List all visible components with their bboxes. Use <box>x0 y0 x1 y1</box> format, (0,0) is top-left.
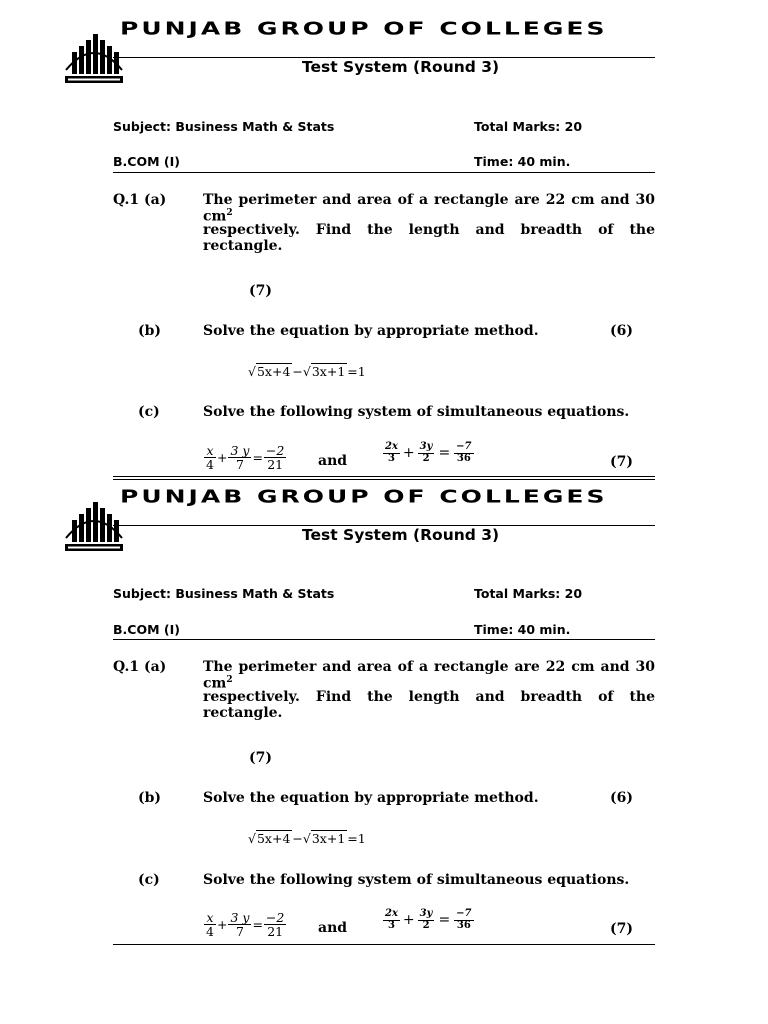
test-title: Test System (Round 3) <box>302 526 500 544</box>
simultaneous-equation-1: $\frac{x}{4}$ + $\frac{3 y}{7}$ = $\frac{-2}{21}$ <box>206 443 285 473</box>
question-b-marks: (6) <box>610 790 633 806</box>
question-a-line2: respectively. Find the length and breadth of the rectangle. <box>203 689 655 721</box>
time-label: Time: 40 min. <box>474 622 571 637</box>
meta-rule <box>113 639 655 640</box>
footer-rule-2 <box>113 479 655 480</box>
meta-rule <box>113 172 655 173</box>
question-c-marks: (7) <box>610 921 633 937</box>
total-marks-label: Total Marks: 20 <box>474 586 583 601</box>
question-c-marks: (7) <box>610 454 633 470</box>
question-a-marks: (7) <box>249 750 272 766</box>
subject-label: Subject: Business Math & Stats <box>113 119 335 134</box>
question-c-text: Solve the following system of simultaneous equations. <box>203 404 630 420</box>
pgc-crest-icon <box>62 498 126 556</box>
question-paper-copy-2 <box>0 486 768 974</box>
total-marks-label: Total Marks: 20 <box>474 119 583 134</box>
question-b-text: Solve the equation by appropriate method. <box>203 323 539 339</box>
college-name: PUNJAB GROUP OF COLLEGES <box>120 486 608 507</box>
question-c-label: (c) <box>138 404 160 420</box>
simultaneous-equation-2: $\frac{2x}{3}$ + $\frac{3y}{2}$ = $\frac{-7}{36}$ <box>385 908 472 931</box>
simultaneous-equation-1: $\frac{x}{4}$ + $\frac{3 y}{7}$ = $\frac{-2}{21}$ <box>206 910 285 940</box>
question-b-marks: (6) <box>610 323 633 339</box>
college-name: PUNJAB GROUP OF COLLEGES <box>120 18 608 39</box>
question-b-label: (b) <box>138 790 162 806</box>
question-c-text: Solve the following system of simultaneous equations. <box>203 872 630 888</box>
question-number: Q.1 (a) <box>113 659 167 675</box>
question-a-line2: respectively. Find the length and breadth of the rectangle. <box>203 222 655 254</box>
radical-equation: √ 5x+4 − √ 3x+1 =1 <box>248 830 366 846</box>
test-title: Test System (Round 3) <box>302 58 500 76</box>
footer-rule-1 <box>113 476 655 477</box>
question-c-label: (c) <box>138 872 160 888</box>
time-label: Time: 40 min. <box>474 154 571 169</box>
simultaneous-equation-2: $\frac{2x}{3}$ + $\frac{3y}{2}$ = $\frac{-7}{36}$ <box>385 441 472 464</box>
question-b-label: (b) <box>138 323 162 339</box>
question-b-text: Solve the equation by appropriate method. <box>203 790 539 806</box>
radical-equation: √ 5x+4 − √ 3x+1 =1 <box>248 363 366 379</box>
pgc-crest-icon <box>62 30 126 88</box>
question-paper-copy-1 <box>0 18 768 506</box>
class-label: B.COM (I) <box>113 154 180 169</box>
subject-label: Subject: Business Math & Stats <box>113 586 335 601</box>
and-label: and <box>318 453 348 469</box>
class-label: B.COM (I) <box>113 622 180 637</box>
question-number: Q.1 (a) <box>113 192 167 208</box>
and-label: and <box>318 920 348 936</box>
question-a-marks: (7) <box>249 283 272 299</box>
question-a-line1: The perimeter and area of a rectangle are 22 cm and 30 $cm^2$ <box>203 192 655 225</box>
footer-rule <box>113 944 655 945</box>
question-a-line1: The perimeter and area of a rectangle are 22 cm and 30 $cm^2$ <box>203 659 655 692</box>
